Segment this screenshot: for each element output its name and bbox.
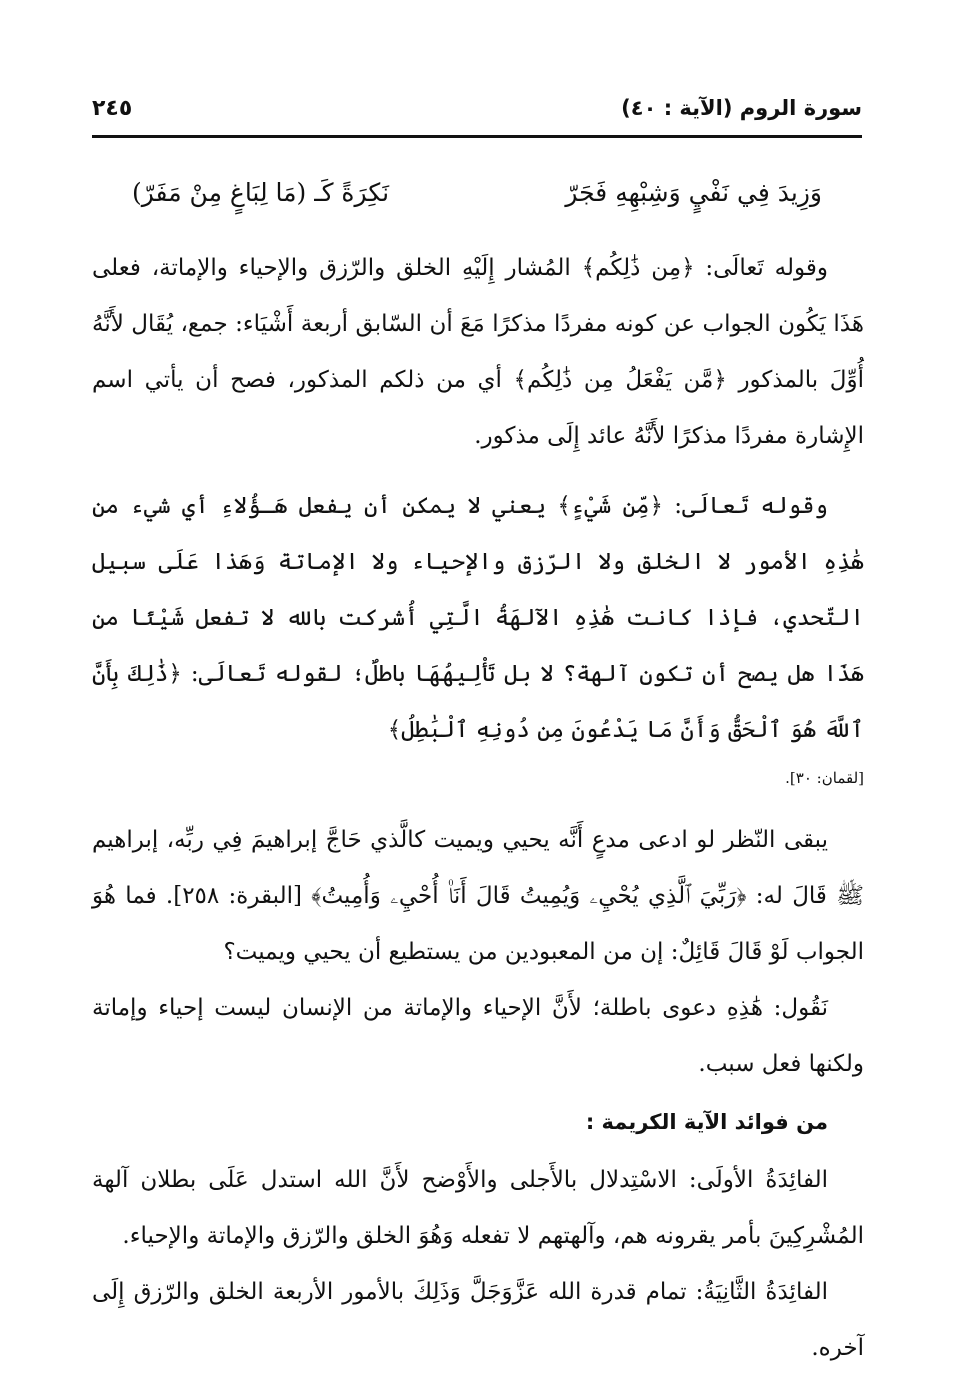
surah-header-title: سورة الروم (الآية : ٤٠) bbox=[621, 96, 862, 120]
paragraph: نَقُول: هَٰذِهِ دعوى باطلة؛ لأَنَّ الإحياء والإماتة من الإنسان ليست إحياء وإماتة ولكنها فعل سبب. bbox=[92, 995, 864, 1077]
paragraph: وقوله تَعالَى: ﴿مِن ذَٰلِكُم﴾ المُشار إِلَيْهِ الخلق والرّزق والإحياء والإماتة، فعلى هَذَا يَكُون الجواب عن كونه مفردًا مذكرًا مَعَ أن السّابق أربعة أَشْيَاء: جمع، يُقَال لأَنَّهُ أُوِّلَ بالمذكور ﴿مَّن يَفْعَلُ مِن ذَٰلِكُم﴾ أي من ذلكم المذكور، فصح أن يأتي اسم الإِشارة مفردًا مذكرًا لأَنَّهُ عائد إِلَى مذكور. bbox=[92, 255, 864, 449]
running-header bbox=[92, 96, 862, 132]
header-divider bbox=[92, 135, 862, 138]
page-number: ٢٤٥ bbox=[92, 96, 133, 121]
poem-verse bbox=[92, 178, 862, 224]
section-heading: من فوائد الآية الكريمة : bbox=[585, 1110, 828, 1134]
paragraph: وقوله تَعالَى: ﴿مِّن شَيْءٍ﴾ يعني لا يمكن أن يفعل هَـؤُلاءِ أي شيء من هَٰذِهِ الأمور لا الخلق ولا الرّزق والإحياء ولا الإماتة وَهَذا عَلَى سبيل التّحدي، فإذا كانت هَٰذِهِ الآلهَةُ الَّتِي أُشركت بالله لا تفعل شَيْئًا من هَذَا هل يصح أن تكون آلهة؟ لا بل تَأْلِيهُهَا باطلٌ؛ لقوله تَعالَى: ﴿ذَٰلِكَ بِأَنَّ ٱللَّهَ هُوَ ٱلْحَقُّ وَأَنَّ مَا يَدْعُونَ مِن دُونِهِ ٱلْبَٰطِلُ﴾ bbox=[92, 493, 864, 743]
poem-left-hemistich: نَكِرَةً كَـ (مَا لِبَاغٍ مِنْ مَفَرّ) bbox=[132, 178, 390, 207]
paragraph: يبقى النّظر لو ادعى مدعٍ أَنَّه يحيي ويميت كالَّذي حَاجَّ إبراهيمَ فِي ربِّه، إبراهيم ﷺ قَالَ له: ﴿رَبِّيَ ٱلَّذِي يُحْيِۦ وَيُمِيتُ قَالَ أَنَا۠ أُحْيِۦ وَأُمِيتُ﴾ [البقرة: ٢٥٨]. فما هُوَ الجواب لَوْ قَالَ قَائِلٌ: إن من المعبودين من يستطيع أن يحيي ويميت؟ bbox=[92, 827, 864, 965]
benefit-item: الفائِدَةُ الثَّانِيَةُ: تمام قدرة الله عَزَّوَجَلَّ وَذَلِكَ بالأمور الأربعة الخلق والرّزق إِلَى آخره. bbox=[92, 1279, 864, 1361]
poem-right-hemistich: وَزِيدَ فِي نَفْيٍ وَشِبْهِهِ فَجَرّ bbox=[565, 178, 822, 207]
page-body bbox=[92, 240, 864, 1376]
citation: [لقمان: ٣٠]. bbox=[785, 769, 864, 787]
benefit-item: الفائِدَةُ الأولَى: الاسْتِدلال بالأَجلى والأَوْضح لأَنَّ الله استدل عَلَى بطلان آلهة المُشْرِكِينَ بأمر يقرونه هم، وآلهتهم لا تفعله وَهُوَ الخلق والرّزق والإماتة والإحياء. bbox=[92, 1167, 864, 1249]
